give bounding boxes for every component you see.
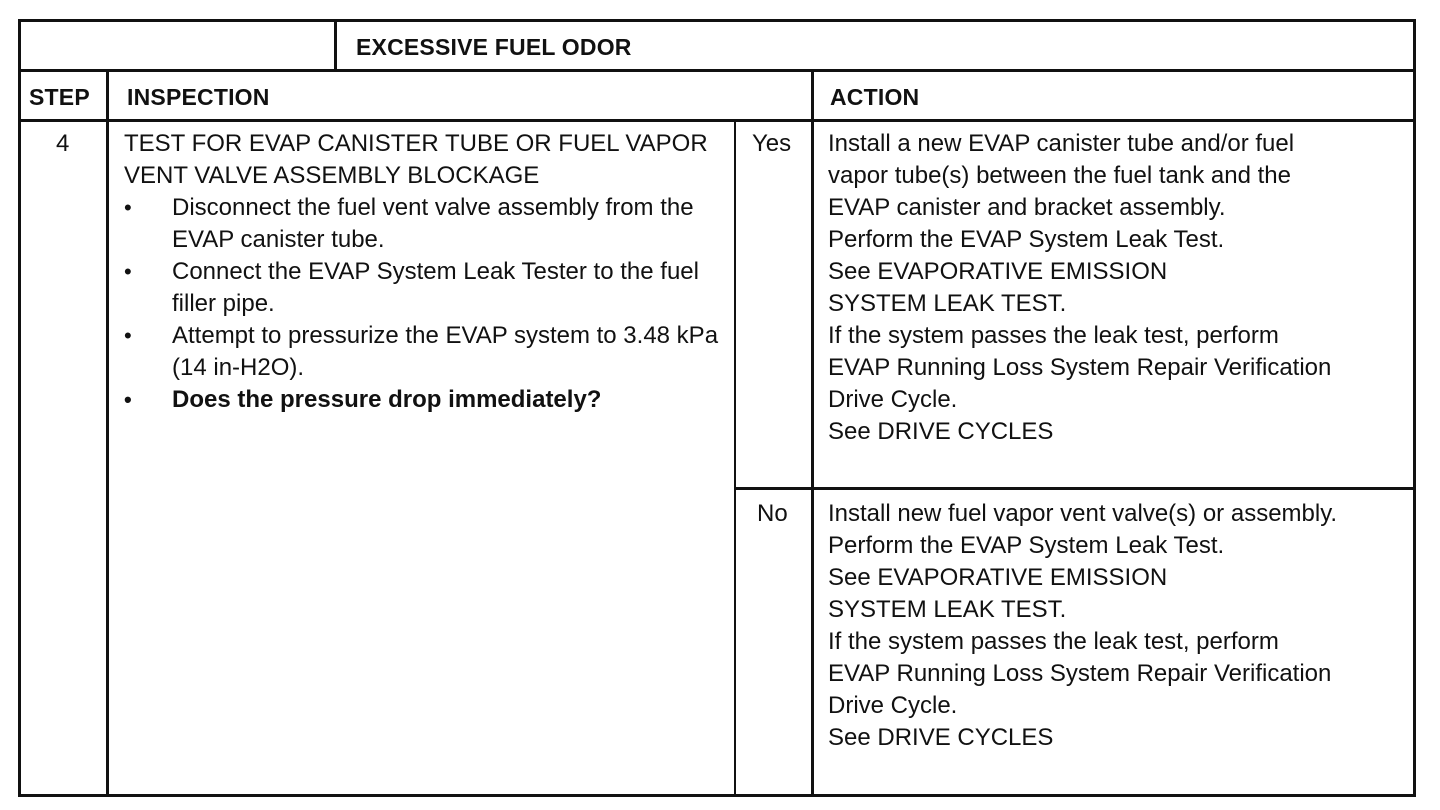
yes-action-line: EVAP canister and bracket assembly. <box>828 194 1226 221</box>
no-action-line: Drive Cycle. <box>828 692 958 719</box>
yes-action-line: Install a new EVAP canister tube and/or fuel <box>828 130 1295 157</box>
yes-action-line: EVAP Running Loss System Repair Verification <box>828 354 1332 381</box>
inspection-title: TEST FOR EVAP CANISTER TUBE OR FUEL VAPOR VENT VALVE ASSEMBLY BLOCKAGE <box>124 130 708 189</box>
no-action-line: EVAP Running Loss System Repair Verification <box>828 660 1332 687</box>
inspection-content <box>124 128 728 416</box>
no-action-line: If the system passes the leak test, perform <box>828 628 1279 655</box>
yes-action-line: Perform the EVAP System Leak Test. <box>828 226 1225 253</box>
header-row-divider <box>18 119 1416 122</box>
no-action-line: SYSTEM LEAK TEST. <box>828 596 1067 623</box>
action-header: ACTION <box>830 84 920 110</box>
yes-action-line: vapor tube(s) between the fuel tank and the <box>828 162 1291 189</box>
yes-action <box>828 128 1412 448</box>
no-action-line: Perform the EVAP System Leak Test. <box>828 532 1225 559</box>
inspection-step: • Connect the EVAP System Leak Tester to the fuel filler pipe. <box>124 256 728 320</box>
inspection-steps <box>124 192 728 416</box>
yes-action-line: If the system passes the leak test, perform <box>828 322 1279 349</box>
title-left-divider <box>334 19 337 71</box>
no-action-line: Install new fuel vapor vent valve(s) or assembly. <box>828 500 1338 527</box>
step-column-divider <box>106 69 109 797</box>
yes-action-line: Drive Cycle. <box>828 386 958 413</box>
action-column-divider <box>811 69 814 797</box>
step-number: 4 <box>56 130 70 157</box>
yes-action-line: SYSTEM LEAK TEST. <box>828 290 1067 317</box>
yes-action-line: See EVAPORATIVE EMISSION <box>828 258 1168 285</box>
inspection-step: • Disconnect the fuel vent valve assembly from the EVAP canister tube. <box>124 192 728 256</box>
no-action-line: See DRIVE CYCLES <box>828 724 1054 751</box>
no-action <box>828 498 1412 754</box>
yes-label: Yes <box>752 130 792 157</box>
yes-action-line: See DRIVE CYCLES <box>828 418 1054 445</box>
inspection-header: INSPECTION <box>127 84 270 110</box>
table-title: EXCESSIVE FUEL ODOR <box>356 34 632 60</box>
no-action-line: See EVAPORATIVE EMISSION <box>828 564 1168 591</box>
inspection-question: • Does the pressure drop immediately? <box>124 384 728 416</box>
title-row-divider <box>18 69 1416 72</box>
step-header: STEP <box>29 84 90 110</box>
yes-no-divider <box>734 487 1416 490</box>
answer-column-divider <box>734 119 736 797</box>
inspection-step: • Attempt to pressurize the EVAP system to 3.48 kPa (14 in-H2O). <box>124 320 728 384</box>
no-label: No <box>757 500 788 527</box>
